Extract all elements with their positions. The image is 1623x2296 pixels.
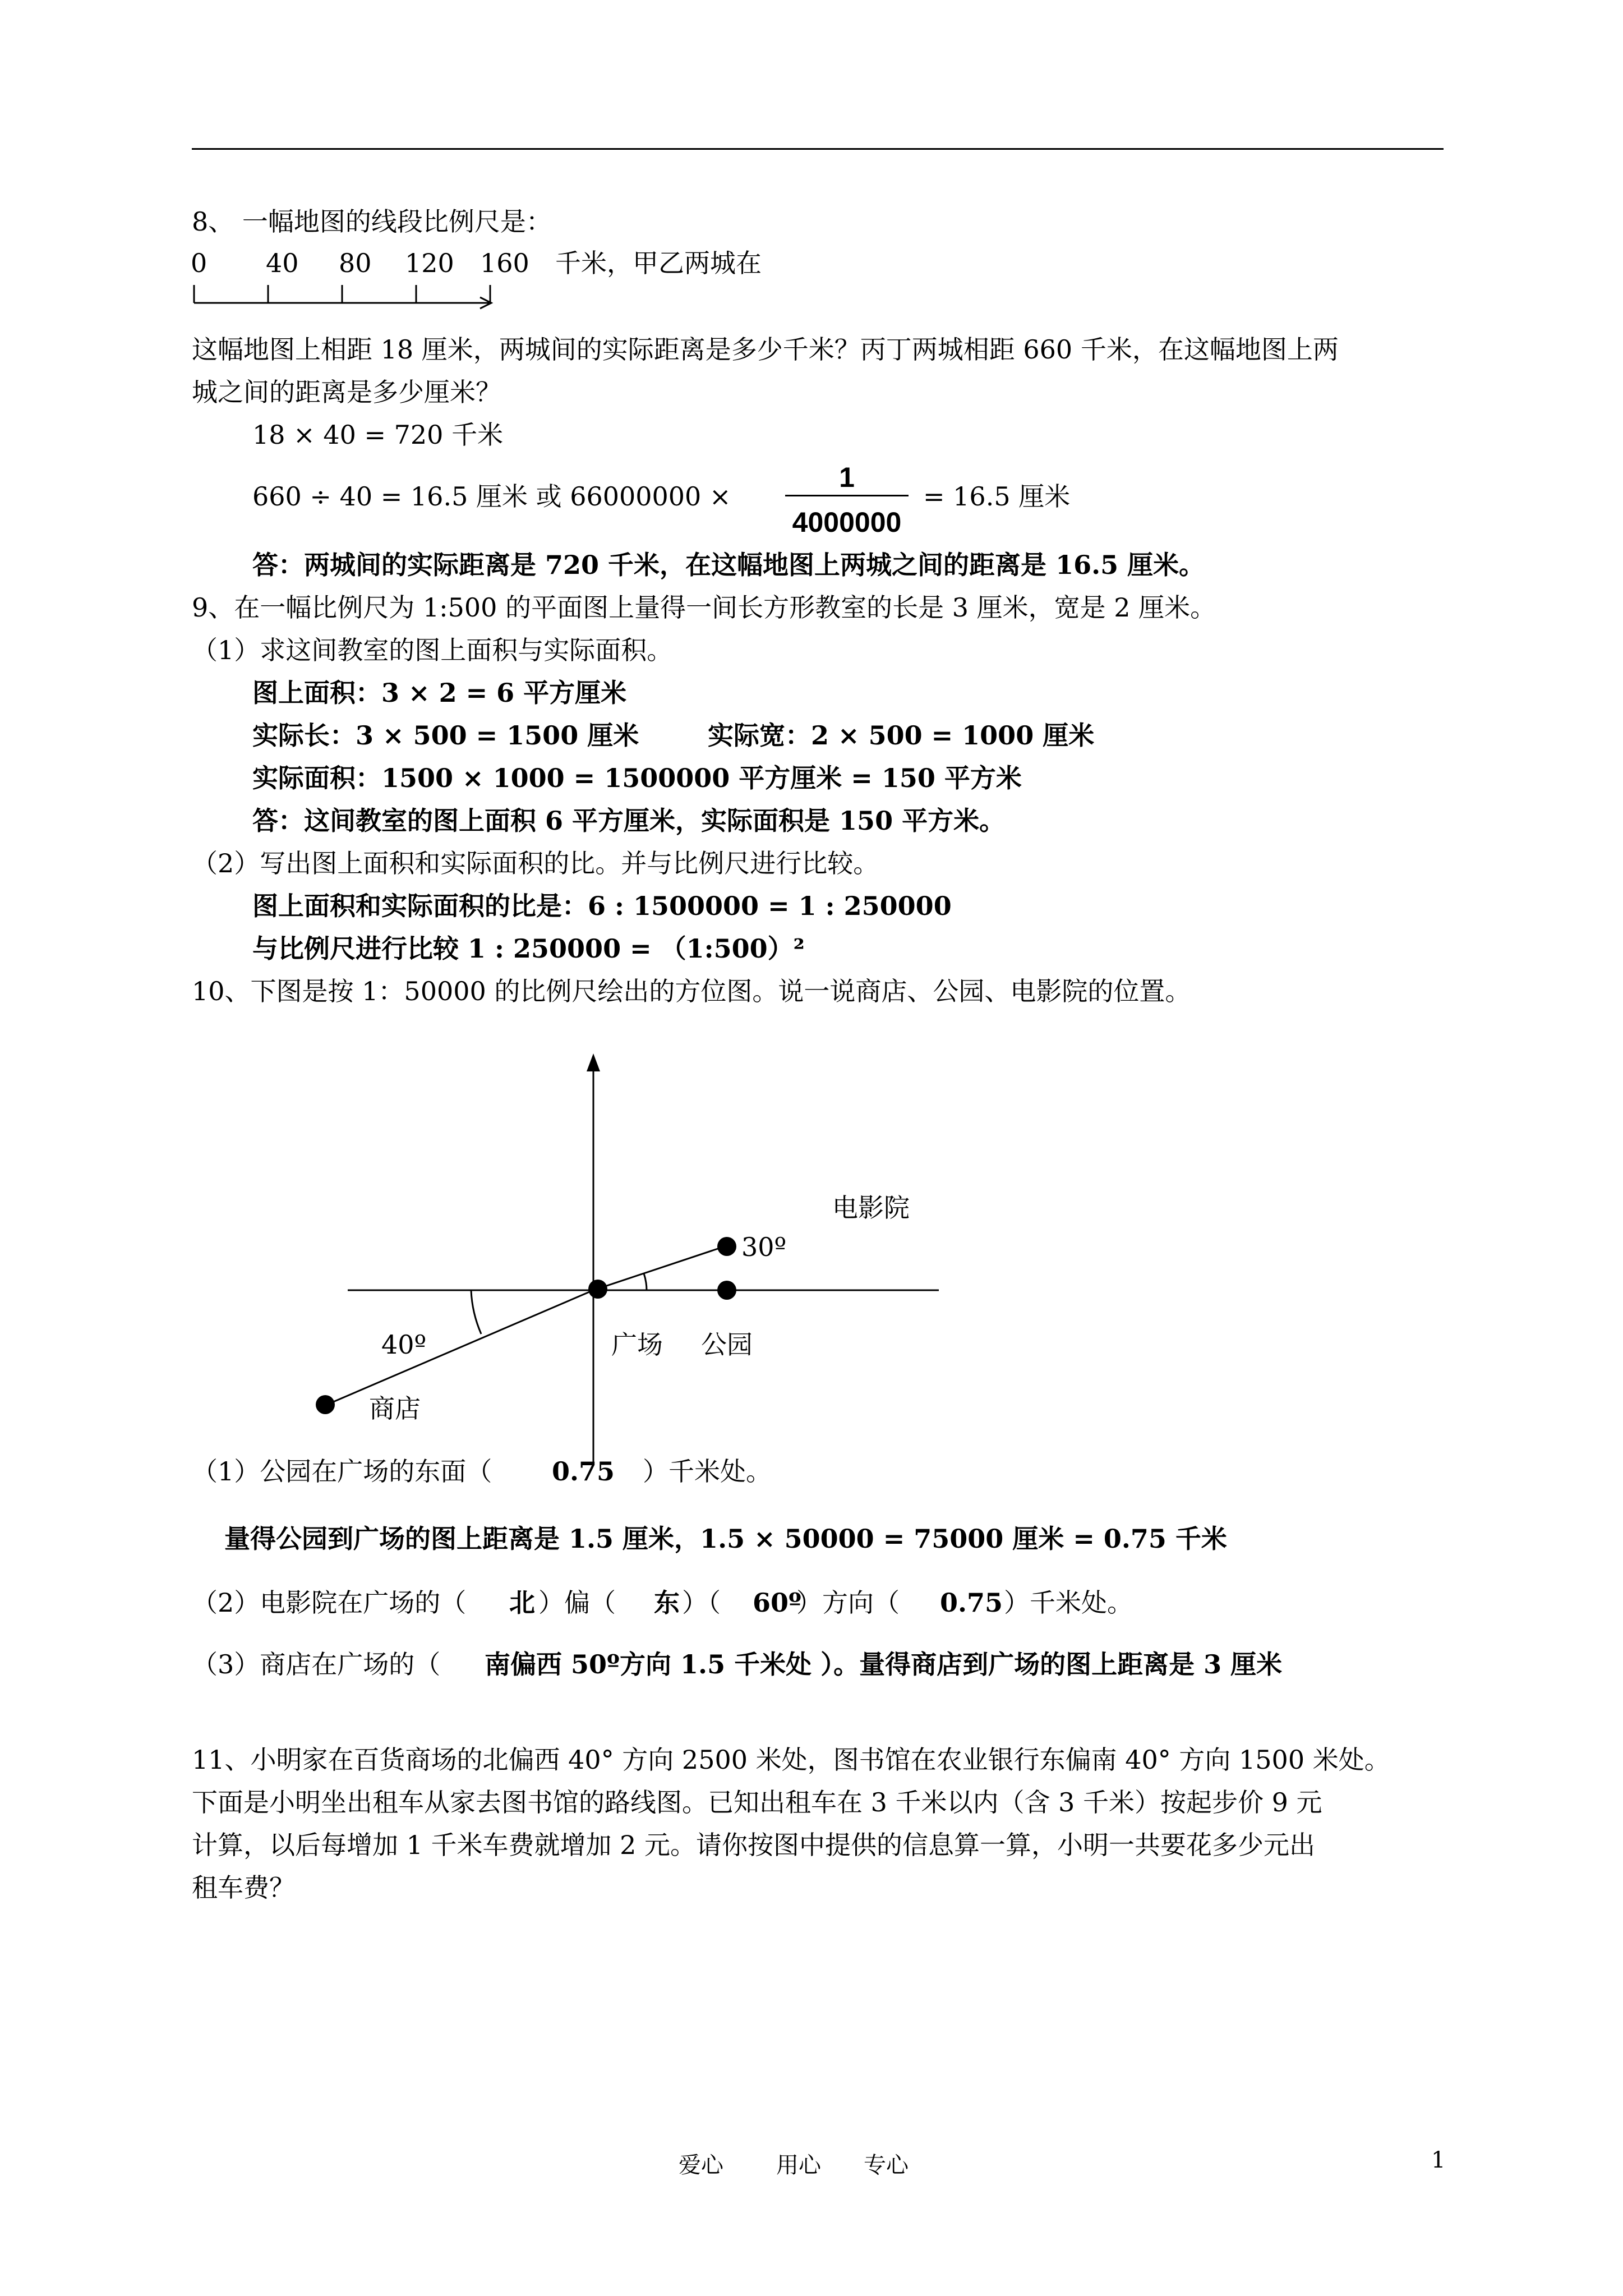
q10-s1-suffix: ）千米处。 — [643, 1456, 772, 1487]
page-number: 1 — [1431, 2147, 1446, 2173]
q10-s2-suffix: ）千米处。 — [1004, 1588, 1133, 1618]
angle-40-label: 40º — [381, 1329, 427, 1360]
shop-label: 商店 — [369, 1393, 421, 1424]
cinema-direction-line — [593, 1246, 725, 1290]
plaza-point-icon — [588, 1280, 607, 1299]
q9-actual-length: 实际长：3 × 500 = 1500 厘米 — [252, 720, 639, 751]
plaza-label: 广场 — [611, 1329, 663, 1360]
q10-s2-distance: 0.75 — [940, 1588, 1003, 1618]
q11-line2: 下面是小明坐出租车从家去图书馆的路线图。已知出租车在 3 千米以内（含 3 千米）按起步价 9 元 — [192, 1787, 1322, 1818]
park-label: 公园 — [701, 1329, 753, 1360]
q8-calc2-right: = 16.5 厘米 — [923, 481, 1071, 512]
q9-comparison: 与比例尺进行比较 1 : 250000 = （1:500）² — [252, 933, 805, 964]
angle-30-label: 30º — [741, 1232, 787, 1262]
q10-intro: 10、下图是按 1：50000 的比例尺绘出的方位图。说一说商店、公园、电影院的位置。 — [192, 976, 1191, 1006]
scale-tick-120: 120 — [405, 248, 454, 278]
fraction-numerator: 1 — [839, 462, 855, 493]
park-point-icon — [717, 1281, 736, 1300]
q10-s2-north: 北 — [509, 1588, 535, 1618]
cinema-label: 电影院 — [832, 1193, 910, 1223]
cinema-point-icon — [717, 1237, 736, 1256]
scale-tick-80: 80 — [339, 248, 372, 278]
q8-line1: 这幅地图上相距 18 厘米，两城间的实际距离是多少千米？丙丁两城相距 660 千米，在这幅地图上两 — [192, 334, 1339, 365]
q9-part1: （1）求这间教室的图上面积与实际面积。 — [192, 635, 673, 665]
q9-actual-area: 实际面积：1500 × 1000 = 1500000 平方厘米 = 150 平方米 — [252, 763, 1022, 793]
scale-tick-0: 0 — [191, 248, 208, 278]
q10-s3-prefix: （3）商店在广场的（ — [192, 1649, 441, 1680]
footer-motto-care: 用心 — [776, 2152, 821, 2178]
q10-s1-work: 量得公园到广场的图上距离是 1.5 厘米，1.5 × 50000 = 75000 厘米 = 0.75 千米 — [224, 1524, 1227, 1554]
q10-s2-angle: 60º — [753, 1588, 802, 1618]
scale-tick-160: 160 — [480, 248, 529, 278]
footer-motto-love: 爱心 — [679, 2152, 723, 2178]
q10-s2-bias: ）偏（ — [538, 1588, 616, 1618]
shop-point-icon — [316, 1395, 335, 1414]
q10-s1-prefix: （1）公园在广场的东面（ — [192, 1456, 492, 1487]
q8-calc1: 18 × 40 = 720 千米 — [252, 420, 504, 450]
angle-arc-40 — [471, 1290, 481, 1334]
q8-intro: 8、 一幅地图的线段比例尺是： — [192, 206, 552, 237]
q8-answer: 答：两城间的实际距离是 720 千米，在这幅地图上两城之间的距离是 16.5 厘米。 — [252, 550, 1205, 580]
shop-direction-line — [324, 1290, 593, 1406]
q10-s2-east: 东 — [654, 1588, 680, 1618]
scale-tick-40: 40 — [266, 248, 299, 278]
q10-s1-answer: 0.75 — [552, 1456, 615, 1487]
north-arrow-icon — [587, 1053, 600, 1071]
q10-s3-answer: 南偏西 50º方向 1.5 千米处 ）。量得商店到广场的图上距离是 3 厘米 — [485, 1649, 1283, 1680]
scale-unit-text: 千米，甲乙两城在 — [555, 248, 762, 278]
q8-calc2-left: 660 ÷ 40 = 16.5 厘米 或 66000000 × — [252, 481, 731, 512]
q10-s2-direction: ）方向（ — [796, 1588, 900, 1618]
q11-line3: 计算，以后每增加 1 千米车费就增加 2 元。请你按图中提供的信息算一算，小明一共要花多少元出 — [192, 1830, 1316, 1860]
q10-s2-prefix: （2）电影院在广场的（ — [192, 1588, 467, 1618]
q9-area-ratio: 图上面积和实际面积的比是：6 : 1500000 = 1 : 250000 — [252, 891, 952, 921]
q9-answer: 答：这间教室的图上面积 6 平方厘米，实际面积是 150 平方米。 — [252, 806, 1006, 836]
angle-arc-30 — [644, 1273, 647, 1290]
q9-intro: 9、在一幅比例尺为 1:500 的平面图上量得一间长方形教室的长是 3 厘米，宽是 2 厘米。 — [192, 592, 1216, 623]
q9-part2: （2）写出图上面积和实际面积的比。并与比例尺进行比较。 — [192, 848, 879, 878]
q9-actual-width: 实际宽：2 × 500 = 1000 厘米 — [708, 720, 1095, 751]
footer-motto-focus: 专心 — [864, 2152, 909, 2178]
q9-map-area: 图上面积：3 × 2 = 6 平方厘米 — [252, 678, 627, 708]
q10-s2-paren: ）（ — [682, 1588, 721, 1618]
q8-line2: 城之间的距离是多少厘米？ — [192, 377, 501, 407]
fraction-denominator: 4000000 — [792, 507, 902, 538]
q11-line4: 租车费？ — [192, 1872, 295, 1903]
q11-line1: 11、小明家在百货商场的北偏西 40° 方向 2500 米处，图书馆在农业银行东偏南 40° 方向 1500 米处。 — [192, 1745, 1390, 1775]
